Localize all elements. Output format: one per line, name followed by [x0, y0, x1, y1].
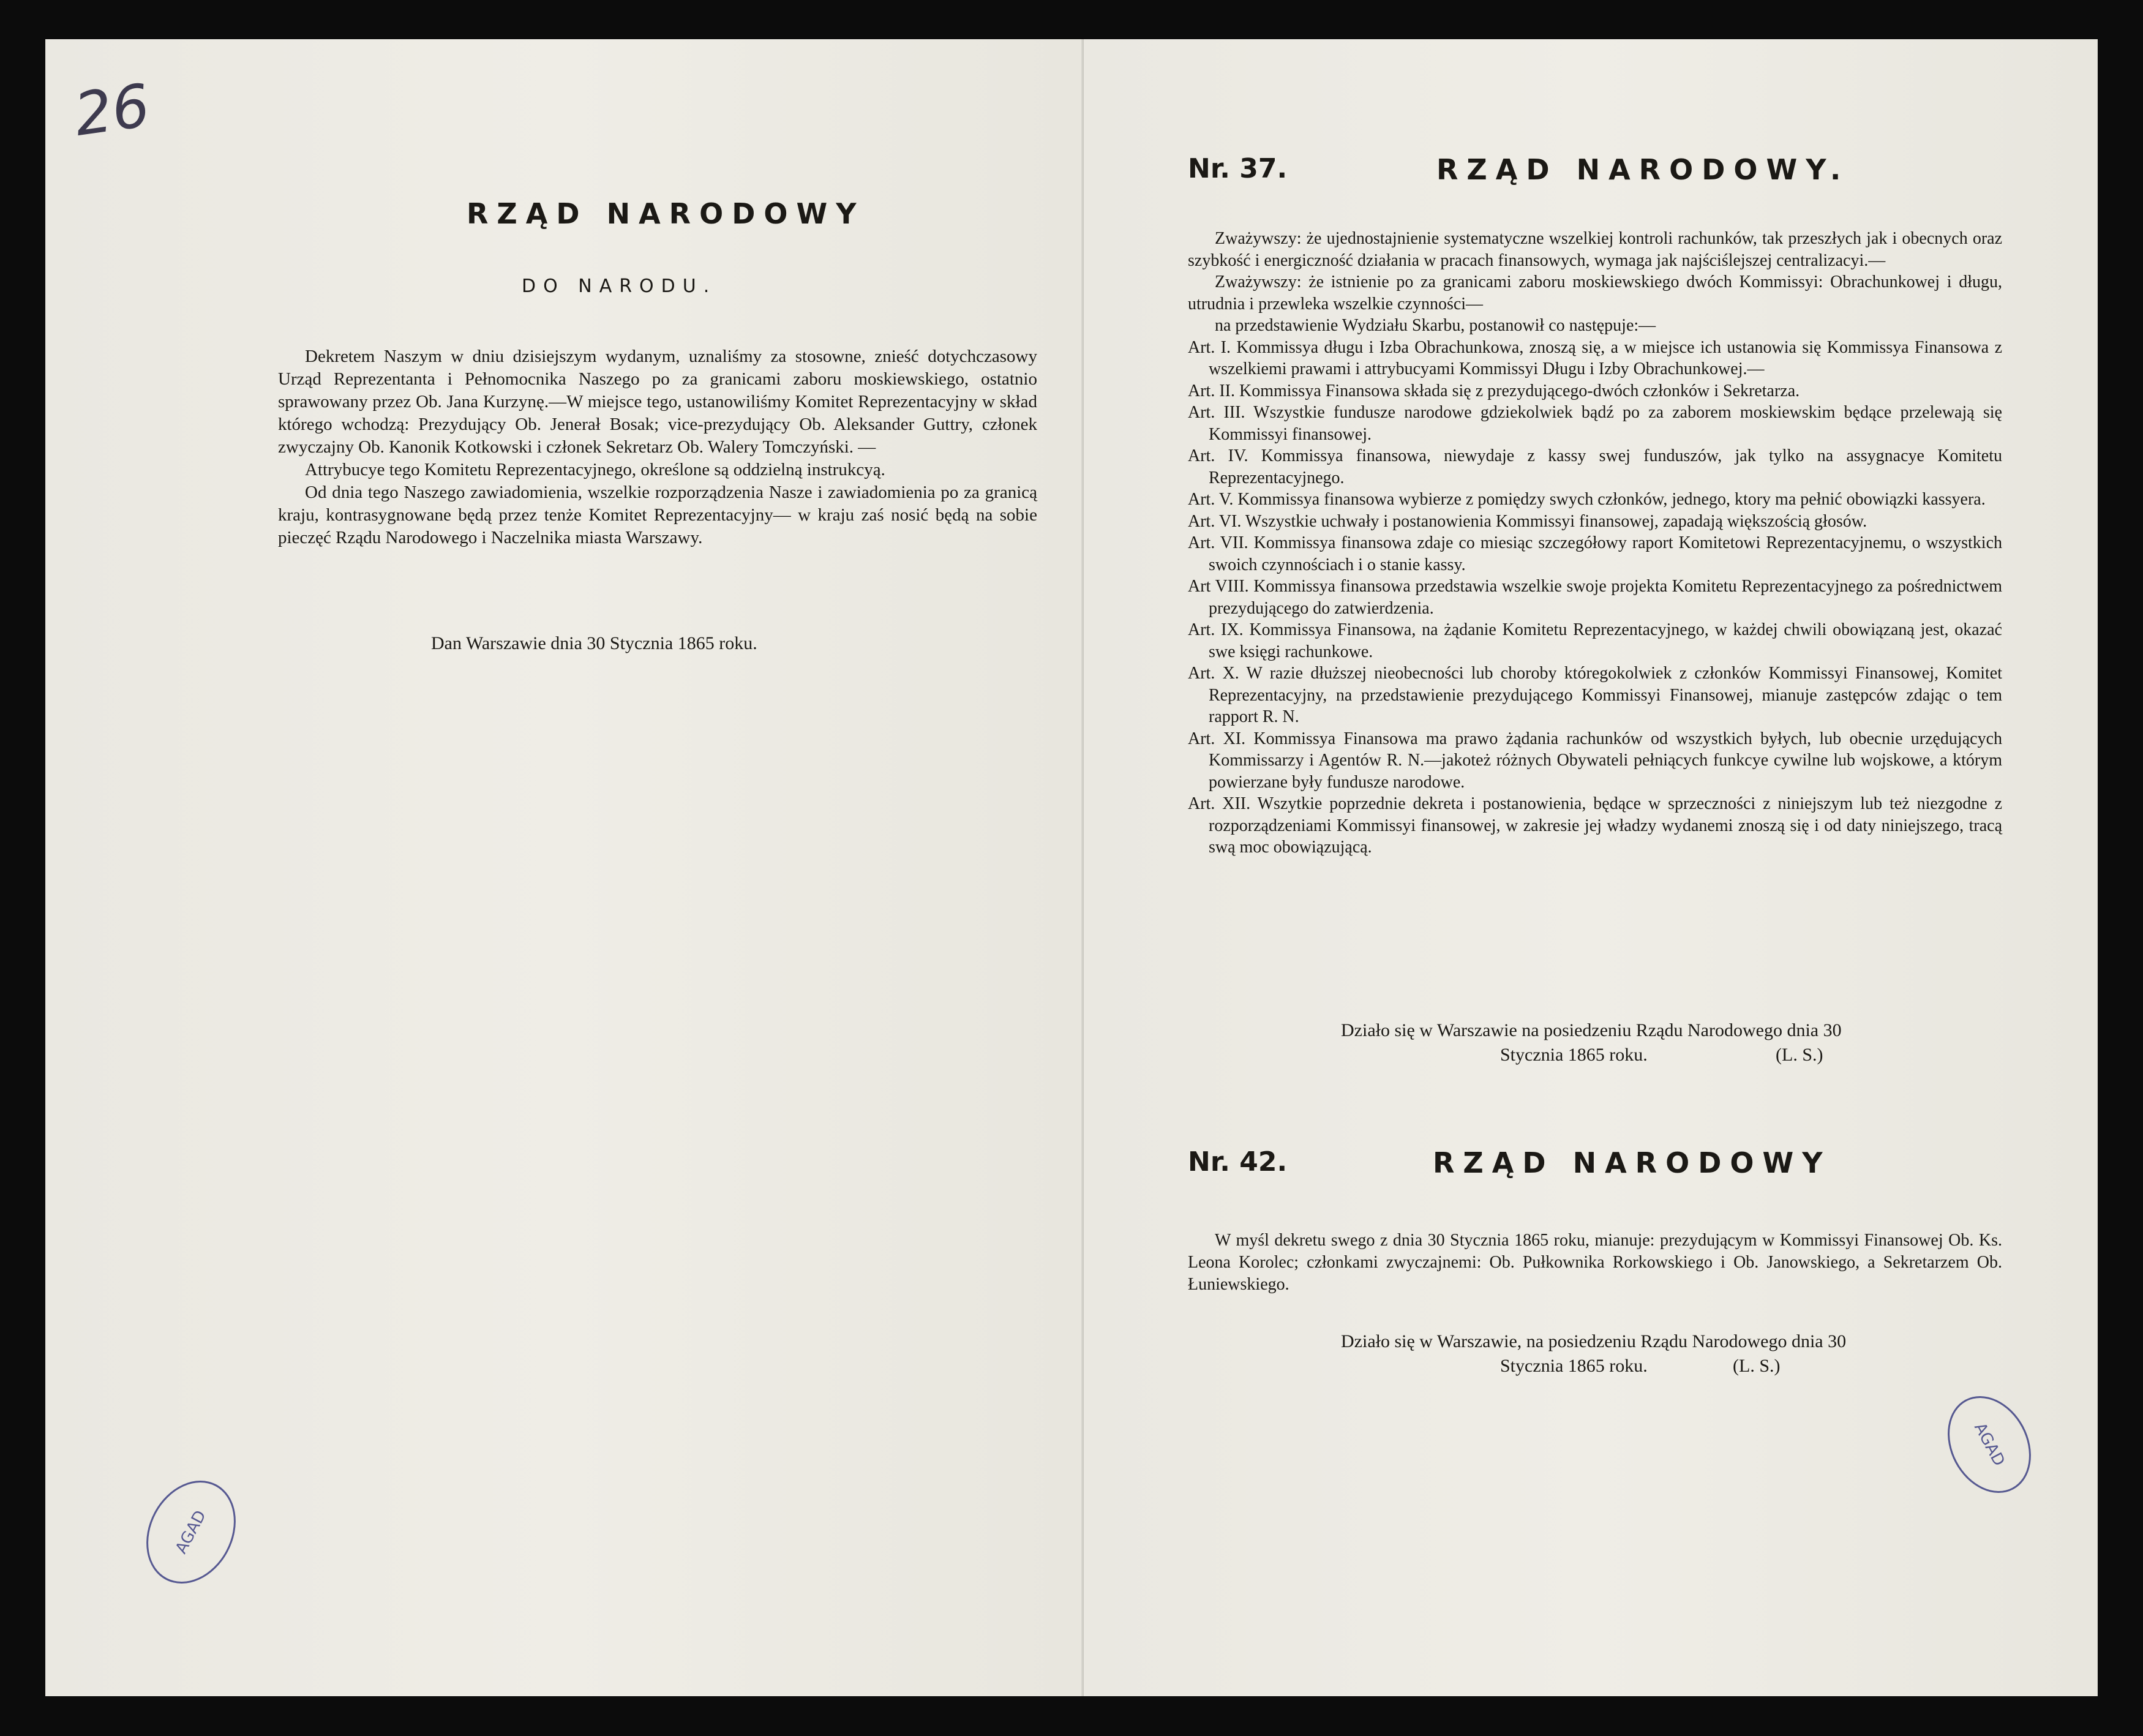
decree-preamble: na przedstawienie Wydziału Skarbu, postanowił co następuje:—	[1215, 316, 1656, 335]
decree-article: Art. XII. Wszytkie poprzednie dekreta i postanowienia, będące w sprzeczności z niniejszym lub też niezgodne z rozporządzeniami Kommissyi finansowej, w zakresie jej władzy wydanemi znoszą się i od daty niniejszego, tracą swą moc obowiązującą.	[1188, 794, 2002, 857]
left-paragraph: Od dnia tego Naszego zawiadomienia, wszelkie rozporządzenia Nasze i zawiadomienia po za granicą kraju, kontrasygnowane będą przez tenże Komitet Reprezentacyjny— w kraju zaś nosić będą na sobie pieczęć Rządu Narodowego i Naczelnika miasta Warszawy.	[278, 483, 1037, 547]
decree-preamble: Zważywszy: że istnienie po za granicami zaboru moskiewskiego dwóch Kommissyi: Obrachunkowej i długu, utrudnia i przewleka wszelkie czynności—	[1188, 272, 2002, 314]
decree-42-body	[1188, 1230, 2002, 1296]
decree-article: Art. XI. Kommissya Finansowa ma prawo żądania rachunków od wszystkich byłych, lub obecnie urzędujących Kommissarzy i Agentów R. N.—jakoteż różnych Obywateli pełniących funkcye cywilne lub wojskowe, a którym powierzane były fundusze narodowe.	[1188, 729, 2002, 792]
decree-article: Art. V. Kommissya finansowa wybierze z pomiędzy swych członków, jednego, ktory ma pełnić obowiązki kassyera.	[1188, 490, 1986, 509]
decree-42-sign-date: Stycznia 1865 roku.	[1500, 1356, 1648, 1376]
decree-number: Nr. 42.	[1188, 1146, 1288, 1178]
decree-heading: RZĄD NARODOWY	[1433, 1146, 1831, 1179]
decree-heading: RZĄD NARODOWY.	[1436, 153, 1850, 186]
decree-37-body	[1188, 228, 2002, 859]
decree-article: Art VIII. Kommissya finansowa przedstawia wszelkie swoje projekta Komitetu Reprezentacyjnego za pośrednictwem prezydującego do zatwierdzenia.	[1188, 577, 2002, 618]
left-paragraph: Dekretem Naszym w dniu dzisiejszym wydanym, uznaliśmy za stosowne, znieść dotychczasowy Urząd Reprezentanta i Pełnomocnika Naszego po za granicami zaboru moskiewskiego, ostatnio sprawowany przez Ob. Jana Kurzynę.—W miejsce tego, ustanowiliśmy Komitet Reprezentacyjny w skład którego wchodzą: Prezydujący Ob. Jenerał Bosak; vice-prezydujący Ob. Aleksander Guttry, członek zwyczajny Ob. Kanonik Kotkowski i członek Sekretarz Ob. Walery Tomczyński. —	[278, 347, 1037, 457]
decree-42-seal: (L. S.)	[1733, 1356, 1781, 1376]
left-page	[45, 39, 1084, 1696]
decree-preamble: Zważywszy: że ujednostajnienie systematyczne wszelkiej kontroli rachunków, tak przeszłych jak i obecnych oraz szybkość i energiczność działania w pracach finansowych, wymaga jak najściślejszej centralizacyi.—	[1188, 229, 2002, 270]
archive-stamp-label: AGAD	[1970, 1419, 2008, 1470]
right-page	[1084, 39, 2098, 1696]
archive-stamp-label: AGAD	[172, 1507, 210, 1557]
decree-article: Art. VII. Kommissya finansowa zdaje co miesiąc szczegółowy raport Komitetowi Reprezentacyjnemu, o wszystkich swoich czynnościach i o stanie kassy.	[1188, 533, 2002, 574]
archive-stamp	[129, 1465, 253, 1599]
page-number-handwritten: 26	[70, 71, 154, 149]
decree-article: Art. IV. Kommissya finansowa, niewydaje z kassy swej funduszów, jak tylko na assygnacye Komitetu Reprezentacyjnego.	[1188, 446, 2002, 487]
left-date-line: Dan Warszawie dnia 30 Stycznia 1865 roku.	[431, 633, 757, 653]
decree-42-text: W myśl dekretu swego z dnia 30 Stycznia 1865 roku, mianuje: prezydującym w Kommissyi Finansowej Ob. Ks. Leona Korolec; członkami zwyczajnemi: Ob. Pułkownika Rorkowskiego i Ob. Janowskiego, a Sekretarzem Ob. Łuniewskiego.	[1188, 1231, 2002, 1294]
decree-number: Nr. 37.	[1188, 153, 1288, 184]
decree-37-sign-line: Działo się w Warszawie na posiedzeniu Rządu Narodowego dnia 30	[1341, 1020, 1842, 1040]
left-paragraph: Attrybucye tego Komitetu Reprezentacyjnego, określone są oddzielną instrukcyą.	[305, 460, 885, 479]
decree-article: Art. X. W razie dłuższej nieobecności lub choroby któregokolwiek z członków Kommissyi Finansowej, Komitet Reprezentacyjny, na przedstawienie prezydującego Kommissyi Finansowej, mianuje zastępców zdając o tem rapport R. N.	[1188, 664, 2002, 726]
decree-article: Art. VI. Wszystkie uchwały i postanowienia Kommissyi finansowej, zapadają większością głosów.	[1188, 511, 1867, 531]
archive-stamp	[1931, 1381, 2047, 1508]
decree-37-sign-date: Stycznia 1865 roku.	[1500, 1045, 1648, 1065]
decree-article: Art. IX. Kommissya Finansowa, na żądanie Komitetu Reprezentacyjnego, w każdej chwili obowiązaną jest, okazać swe księgi rachunkowe.	[1188, 620, 2002, 661]
decree-42-sign-line: Działo się w Warszawie, na posiedzeniu Rządu Narodowego dnia 30	[1341, 1331, 1847, 1351]
decree-37-seal: (L. S.)	[1776, 1045, 1823, 1065]
decree-article: Art. III. Wszystkie fundusze narodowe gdziekolwiek bądź po za zaborem moskiewskim będące przelewają się Kommissyi finansowej.	[1188, 403, 2002, 444]
document-sheet	[45, 39, 2098, 1696]
left-heading: RZĄD NARODOWY	[467, 197, 865, 230]
left-announcement	[278, 345, 1037, 549]
decree-article: Art. I. Kommissya długu i Izba Obrachunkowa, znoszą się, a w miejsce ich ustanowia się Kommissya Finansowa z wszelkiemi prawami i attrybucyami Kommissyi Długu i Izby Obrachunkowej.—	[1188, 337, 2002, 378]
decree-article: Art. II. Kommissya Finansowa składa się z prezydującego-dwóch członków i Sekretarza.	[1188, 381, 1800, 400]
left-subheading: DO NARODU.	[522, 276, 717, 297]
